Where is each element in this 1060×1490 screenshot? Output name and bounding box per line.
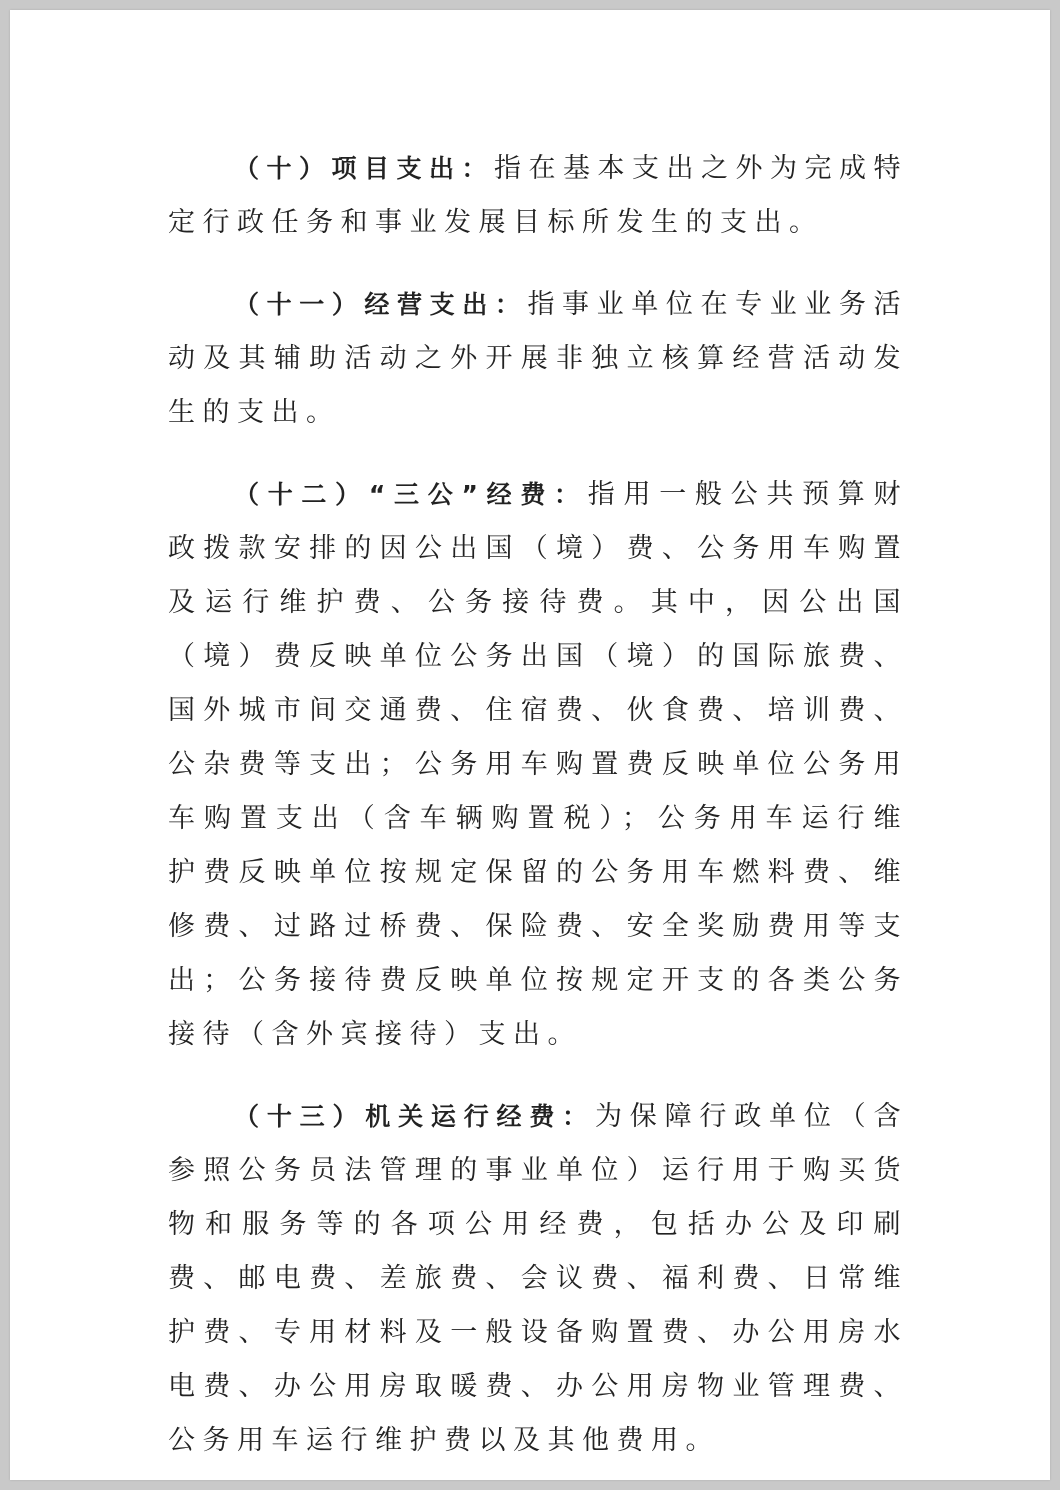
term-three-public-expenses: （十二）“三公”经费：: [234, 480, 588, 509]
document-page: [10, 10, 1050, 1480]
definition-agency-operating-funds: 为保障行政单位（含参照公务员法管理的事业单位）运行用于购买货物和服务等的各项公用经费，包括办公及印刷费、邮电费、差旅费、会议费、福利费、日常维护费、专用材料及一般设备购置费、办公用房水电费、办公用房取暖费、办公用房物业管理费、公务用车运行维护费以及其他费用。: [168, 1101, 908, 1456]
term-project-expenditure: （十）项目支出：: [234, 154, 495, 183]
definition-three-public-expenses: 指用一般公共预算财政拨款安排的因公出国（境）费、公务用车购置及运行维护费、公务接待费。其中，因公出国（境）费反映单位公务出国（境）的国际旅费、国外城市间交通费、住宿费、伙食费、培训费、公杂费等支出；公务用车购置费反映单位公务用车购置支出（含车辆购置税）；公务用车运行维护费反映单位按规定保留的公务用车燃料费、维修费、过路过桥费、保险费、安全奖励费用等支出；公务接待费反映单位按规定开支的各类公务接待（含外宾接待）支出。: [168, 479, 909, 1050]
paragraph-project-expenditure: [168, 142, 908, 250]
definition-project-expenditure: 指在基本支出之外为完成特定行政任务和事业发展目标所发生的支出。: [168, 153, 909, 238]
paragraph-agency-operating-funds: [168, 1090, 908, 1468]
term-operating-expenditure: （十一）经营支出：: [234, 290, 528, 319]
term-agency-operating-funds: （十三）机关运行经费：: [234, 1102, 595, 1131]
paragraph-operating-expenditure: [168, 278, 908, 440]
document-body: [168, 142, 908, 1468]
paragraph-three-public-expenses: [168, 468, 908, 1062]
definition-operating-expenditure: 指事业单位在专业业务活动及其辅助活动之外开展非独立核算经营活动发生的支出。: [168, 289, 908, 428]
